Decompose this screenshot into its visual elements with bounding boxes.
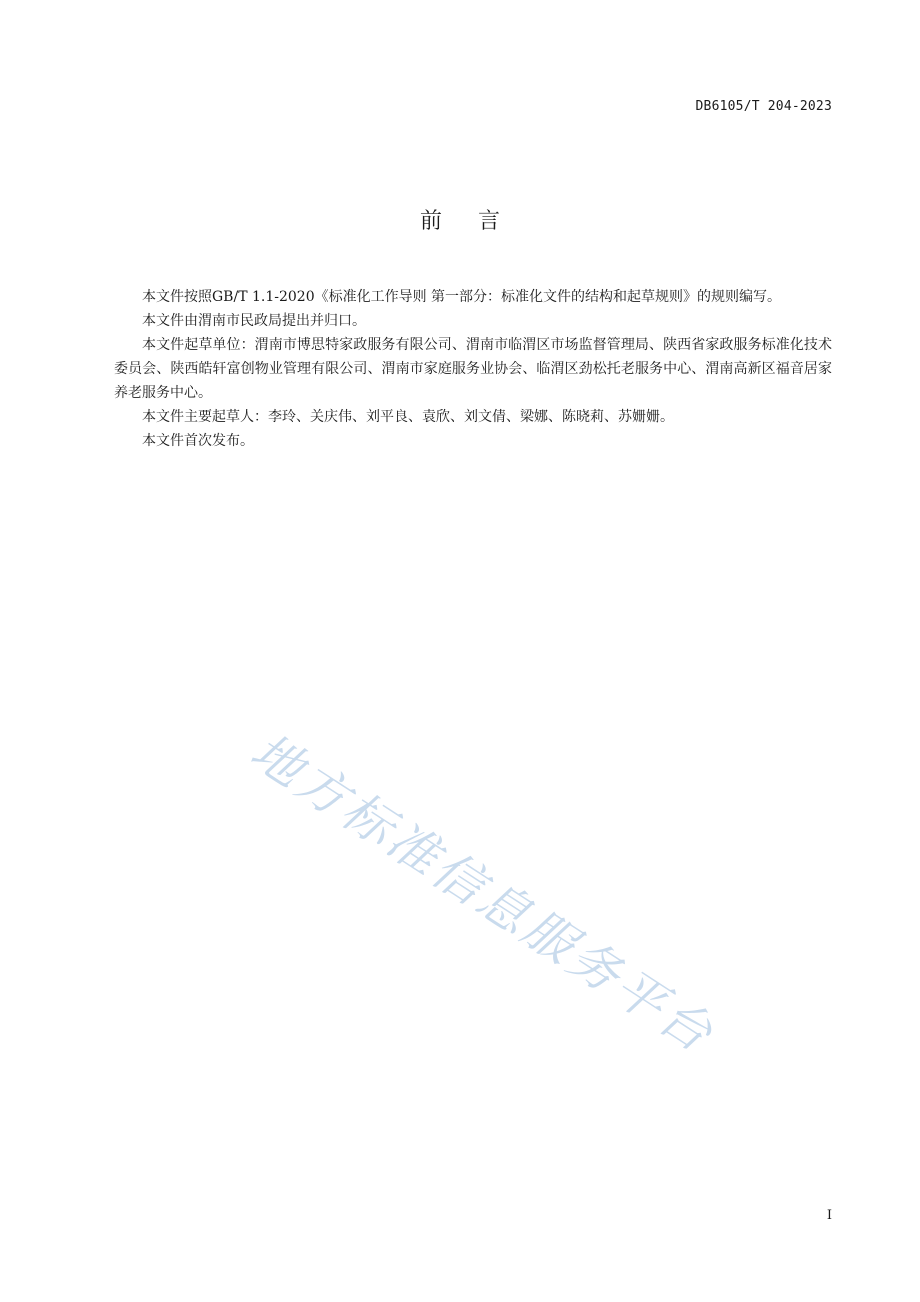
foreword-body (114, 285, 832, 453)
paragraph-drafting-units: 本文件起草单位：渭南市博思特家政服务有限公司、渭南市临渭区市场监督管理局、陕西省家政服务标准化技术委员会、陕西皓轩富创物业管理有限公司、渭南市家庭服务业协会、临渭区劲松托老服务中心、渭南高新区福音居家养老服务中心。 (114, 337, 832, 401)
document-code: DB6105/T 204-2023 (695, 99, 832, 114)
paragraph-drafters: 本文件主要起草人：李玲、关庆伟、刘平良、袁欣、刘文倩、梁娜、陈晓莉、苏姗姗。 (142, 409, 674, 425)
page-number: I (826, 1208, 832, 1223)
paragraph-standard-basis: 本文件按照GB/T 1.1-2020《标准化工作导则 第一部分：标准化文件的结构和起草规则》的规则编写。 (142, 289, 782, 305)
paragraph-first-release: 本文件首次发布。 (142, 433, 254, 449)
paragraph-proposer: 本文件由渭南市民政局提出并归口。 (142, 313, 366, 329)
watermark: 地方标准信息服务平台 (240, 721, 726, 1065)
page-title: 前言 (419, 209, 536, 234)
